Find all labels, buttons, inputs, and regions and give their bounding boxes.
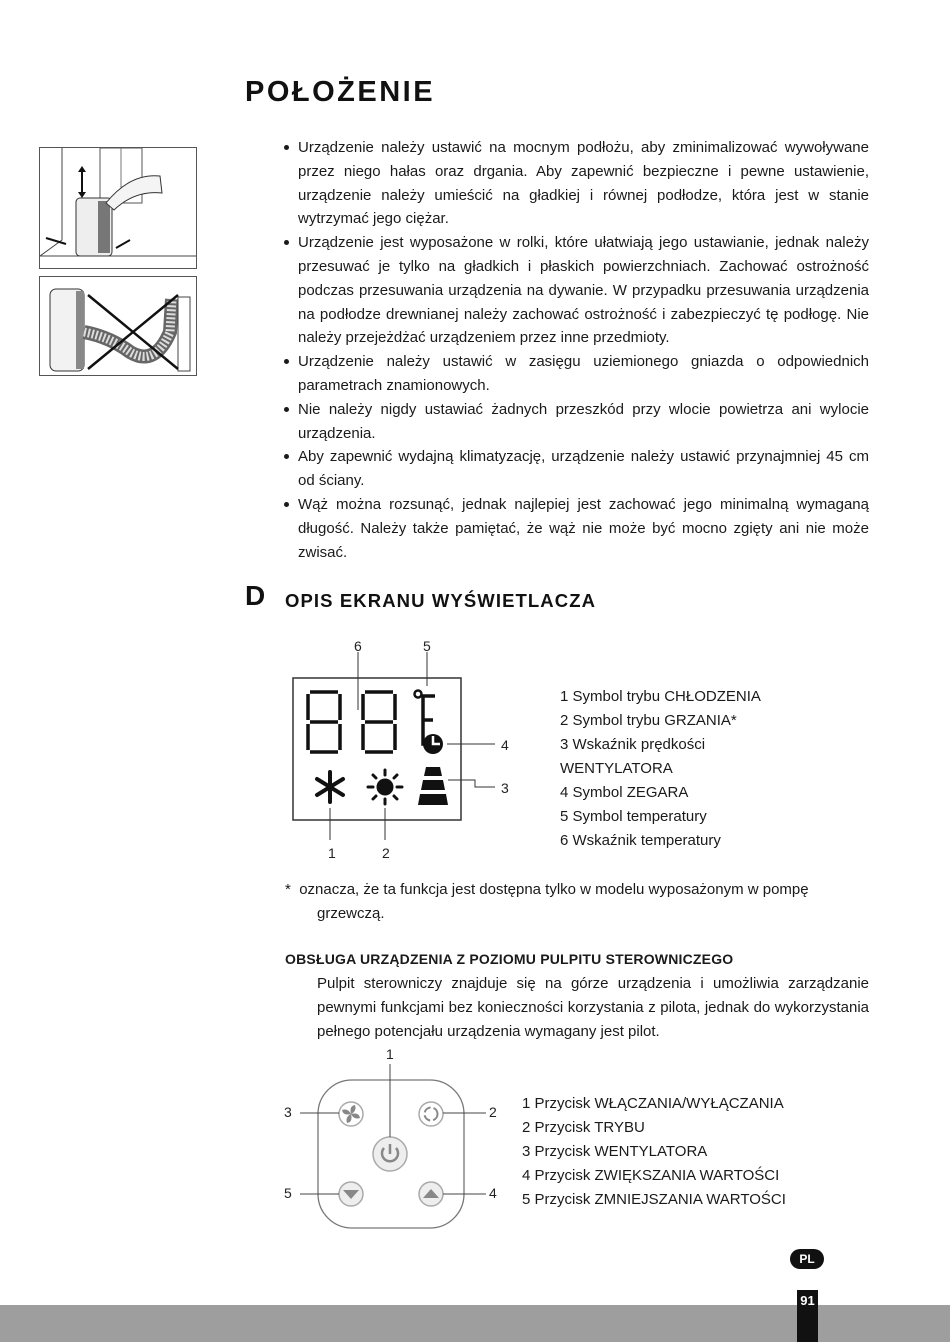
legend-item: 6 Wskaźnik temperatury [560,832,721,849]
display-diagram [285,630,525,870]
arrow-up-icon [419,1182,443,1206]
legend-item: 3 Wskaźnik prędkości [560,736,706,753]
placement-illustration [39,147,197,269]
placement-bullet-list [284,136,869,564]
legend-item: 3 Przycisk WENTYLATORA [522,1143,708,1160]
panel-callout-number-4: 4 [489,1185,497,1201]
section-heading: OPIS EKRANU WYŚWIETLACZA [285,590,597,611]
legend-item: 5 Symbol temperatury [560,808,707,825]
control-panel-legend [522,1092,786,1212]
legend-item: 4 Symbol ZEGARA [560,784,689,801]
mode-icon [419,1102,443,1126]
callout-number-1: 1 [328,845,336,861]
panel-callout-number-3: 3 [284,1104,292,1120]
control-panel-heading: OBSŁUGA URZĄDZENIA Z POZIOMU PULPITU STEROWNICZEGO [285,951,734,967]
page-number: 91 [800,1293,815,1308]
bullet-item: Aby zapewnić wydajną klimatyzację, urządzenie należy ustawić przynajmniej 45 cm od ściany. [284,445,869,493]
legend-item: 2 Przycisk TRYBU [522,1119,645,1136]
footnote-text: oznacza, że ta funkcja jest dostępna tylko w modelu wyposażonym w pompę [299,881,809,898]
callout-number-3: 3 [501,780,509,796]
callout-number-6: 6 [354,638,362,654]
callout-number-4: 4 [501,737,509,753]
bullet-item: Wąż można rozsunąć, jednak najlepiej jest zachować jego minimalną wymaganą długość. Należy także pamiętać, że wąż nie może być mocno zgięty ani nie może zwisać. [284,493,869,564]
callout-number-5: 5 [423,638,431,654]
power-icon [373,1137,407,1171]
footnote-text-continued: grzewczą. [317,905,385,922]
sun-icon [368,770,402,804]
legend-item: 4 Przycisk ZWIĘKSZANIA WARTOŚCI [522,1167,780,1184]
bullet-item: Urządzenie jest wyposażone w rolki, które ułatwiają jego ustawianie, jednak należy przesuwać je tylko na gładkich i płaskich powierzchniach. Zachować ostrożność podczas przesuwania urządzenia na dywanie. W przypadku przesuwania urządzenia na podłodze drewnianej należy zachować ostrożność i zabezpieczyć tę podłogę. Nie należy przejeżdżać urządzeniem przez inne przedmioty. [284,231,869,350]
legend-item: WENTYLATORA [560,760,673,777]
legend-item: 5 Przycisk ZMNIEJSZANIA WARTOŚCI [522,1191,786,1208]
fan-icon [339,1102,363,1126]
bullet-item: Nie należy nigdy ustawiać żadnych przeszkód przy wlocie powietrza ani wylocie urządzenia. [284,398,869,446]
panel-callout-number-1: 1 [386,1046,394,1062]
display-legend [560,685,761,853]
section-letter: D [245,580,266,611]
control-panel-description: Pulpit sterowniczy znajduje się na górze urządzenia i umożliwia zarządzanie pewnymi funkcjami bez konieczności korzystania z pilota, jednak do wykorzystania pełnego potencjału urządzenia wymagany jest pilot. [317,975,869,1040]
hose-drawing [40,277,196,375]
callout-number-2: 2 [382,845,390,861]
placement-drawing [40,148,196,268]
legend-item: 1 Symbol trybu CHŁODZENIA [560,688,761,705]
language-badge: PL [790,1249,824,1269]
arrow-down-icon [339,1182,363,1206]
footnote-marker: * [285,881,291,898]
page-title: POŁOŻENIE [245,76,436,108]
hose-warning-illustration [39,276,197,376]
legend-item: 2 Symbol trybu GRZANIA* [560,712,737,729]
control-panel-diagram [280,1040,510,1240]
legend-item: 1 Przycisk WŁĄCZANIA/WYŁĄCZANIA [522,1095,784,1112]
footnote [285,878,869,926]
panel-callout-number-2: 2 [489,1104,497,1120]
bullet-item: Urządzenie należy ustawić w zasięgu uziemionego gniazda o odpowiednich parametrach znamionowych. [284,350,869,398]
clock-icon [423,734,443,754]
bullet-item: Urządzenie należy ustawić na mocnym podłożu, aby zminimalizować wywoływane przez niego hałas oraz drgania. Aby zapewnić bezpieczne i pewne ustawienie, urządzenie należy umieścić na gładkiej i równej podłodze, która jest w stanie wytrzymać jego ciężar. [284,136,869,231]
panel-callout-number-5: 5 [284,1185,292,1201]
